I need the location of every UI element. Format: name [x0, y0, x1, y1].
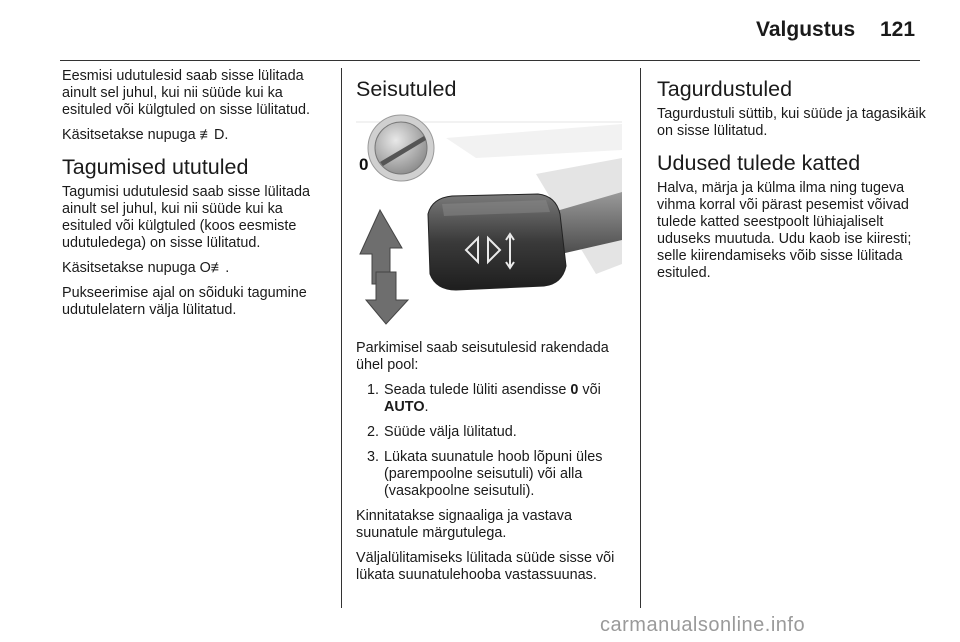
paragraph: Tagumisi udutulesid saab sisse lülitada ainult sel juhul, kui nii süüde kui ka esituled või külgtuled (koos eesmiste udutuledega) on sisse lülitatud. — [62, 184, 310, 251]
steps-list — [356, 382, 624, 500]
paragraph: Väljalülitamiseks lülitada süüde sisse või lükata suunatulehooba vastassuunas. — [356, 550, 615, 583]
heading-rear-fog-lights: Tagumised ututuled — [62, 155, 249, 179]
column-left — [62, 68, 330, 327]
heading-parking-lights: Seisutuled — [356, 77, 457, 101]
list-item: 1. Seada tulede lüliti asendisse 0 või AUTO. — [383, 382, 624, 416]
paragraph: Eesmisi udutulesid saab sisse lülitada ainult sel juhul, kui nii süüde kui ka esituled või külgtuled on sisse lülitatud. — [62, 68, 310, 118]
position-zero-label: 0 — [359, 155, 369, 174]
heading-reversing-lights: Tagurdustuled — [657, 77, 793, 101]
turn-signal-lever-illustration — [356, 114, 622, 326]
column-divider — [341, 68, 342, 608]
paragraph: Pukseerimise ajal on sõiduki tagumine udutulelatern välja lülitatud. — [62, 285, 307, 318]
paragraph: Parkimisel saab seisutulesid rakendada ühel pool: — [356, 340, 609, 373]
page-number: 121 — [880, 18, 916, 41]
heading-misted-light-covers: Udused tulede katted — [657, 151, 861, 175]
list-item: 3. Lükata suunatule hoob lõpuni üles (parempoolne seisutuli) või alla (vasakpoolne seisutuli). — [383, 449, 624, 500]
page-header — [0, 0, 960, 62]
section-title: Valgustus — [756, 18, 856, 41]
column-right — [657, 68, 929, 290]
paragraph: Kinnitatakse signaaliga ja vastava suunatule märgutulega. — [356, 508, 572, 541]
list-item: 2. Süüde välja lülitatud. — [383, 424, 624, 441]
paragraph: Tagurdustuli süttib, kui süüde ja tagasikäik on sisse lülitatud. — [657, 106, 926, 139]
column-middle — [356, 68, 624, 592]
paragraph: Halva, märja ja külma ilma ning tugeva vihma korral või pärast pesemist võivad tulede katted seestpoolt lühiajaliselt uduseks muutuda. Udu kaob ise kiiresti; selle kiirendamiseks võib sisse lülitada esituled. — [657, 180, 912, 281]
watermark: carmanualsonline.info — [600, 614, 806, 636]
paragraph: Käsitsetakse nupuga ≢D. — [62, 127, 229, 143]
paragraph: Käsitsetakse nupuga O≢. — [62, 260, 230, 276]
header-rule — [60, 60, 920, 61]
column-divider — [640, 68, 641, 608]
